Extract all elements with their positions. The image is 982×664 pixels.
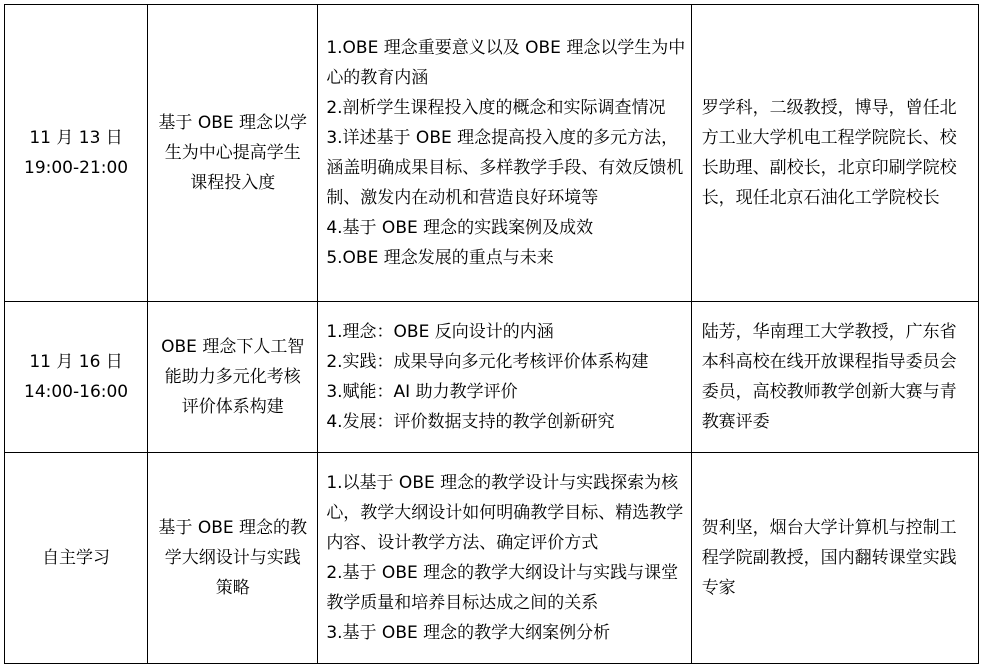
session-date: 自主学习 [42, 548, 111, 568]
speaker-cell [691, 453, 978, 664]
session-date: 11 月 13 日 [29, 128, 123, 148]
session-title-cell [148, 453, 318, 664]
session-content-cell [318, 5, 691, 302]
session-content-cell [318, 453, 691, 664]
speaker-cell [691, 302, 978, 453]
table-row [5, 5, 979, 302]
content-item: 1.以基于 OBE 理念的教学设计与实践探索为核心，教学大纲设计如何明确教学目标、精选教学内容、设计教学方法、确定评价方式 [326, 473, 684, 553]
table-row [5, 453, 979, 664]
session-title-cell [148, 5, 318, 302]
content-item: 4.发展：评价数据支持的教学创新研究 [326, 412, 615, 432]
session-date: 11 月 16 日 [29, 352, 123, 372]
content-item: 3.基于 OBE 理念的教学大纲案例分析 [326, 623, 611, 643]
content-item: 1.理念：OBE 反向设计的内涵 [326, 322, 554, 342]
session-time-cell [5, 302, 148, 453]
content-item: 2.实践：成果导向多元化考核评价体系构建 [326, 352, 649, 372]
session-content-cell [318, 302, 691, 453]
course-schedule-table [4, 4, 979, 664]
content-item: 4.基于 OBE 理念的实践案例及成效 [326, 218, 594, 238]
session-time-cell [5, 453, 148, 664]
content-item: 5.OBE 理念发展的重点与未来 [326, 248, 554, 268]
session-title: 基于 OBE 理念以学生为中心提高学生课程投入度 [158, 113, 308, 193]
session-hours: 19:00-21:00 [24, 158, 129, 178]
content-item: 3.赋能：AI 助力教学评价 [326, 382, 518, 402]
content-item: 1.OBE 理念重要意义以及 OBE 理念以学生为中心的教育内涵 [326, 38, 686, 88]
session-title: OBE 理念下人工智能助力多元化考核评价体系构建 [161, 337, 305, 417]
content-item: 2.剖析学生课程投入度的概念和实际调查情况 [326, 98, 666, 118]
speaker-bio: 陆芳，华南理工大学教授，广东省本科高校在线开放课程指导委员会委员，高校教师教学创新大赛与青教赛评委 [701, 322, 957, 432]
speaker-cell [691, 5, 978, 302]
session-time-cell [5, 5, 148, 302]
session-hours: 14:00-16:00 [24, 382, 129, 402]
speaker-bio: 罗学科，二级教授，博导，曾任北方工业大学机电工程学院院长、校长助理、副校长，北京印刷学院校长，现任北京石油化工学院校长 [701, 98, 957, 208]
table-row [5, 302, 979, 453]
session-title-cell [148, 302, 318, 453]
session-title: 基于 OBE 理念的教学大纲设计与实践策略 [158, 518, 308, 598]
speaker-bio: 贺利坚，烟台大学计算机与控制工程学院副教授，国内翻转课堂实践专家 [701, 518, 957, 598]
content-item: 2.基于 OBE 理念的教学大纲设计与实践与课堂教学质量和培养目标达成之间的关系 [326, 563, 679, 613]
content-item: 3.详述基于 OBE 理念提高投入度的多元方法，涵盖明确成果目标、多样教学手段、有效反馈机制、激发内在动机和营造良好环境等 [326, 128, 684, 208]
